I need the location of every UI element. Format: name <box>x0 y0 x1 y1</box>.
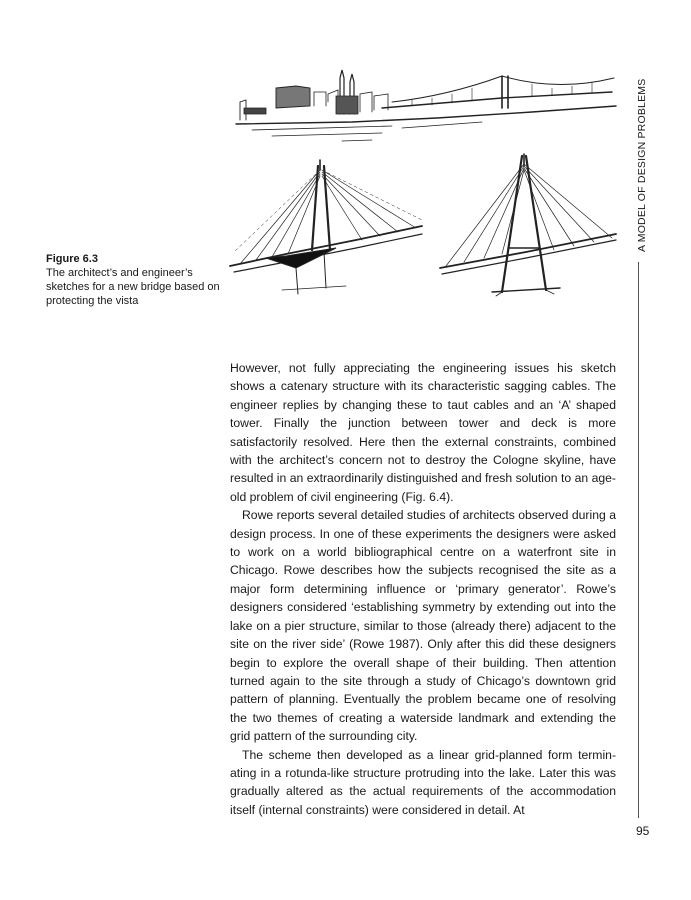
skyline-suspension-sketch <box>232 62 622 148</box>
a-frame-tower-sketch-right <box>436 152 620 300</box>
paragraph-1: However, not fully appreciating the engineering issues his sketch shows a catenary structure with its characteristic sagging cables. The engineer replies by changing these to taut cables and an ‘A’ shaped tower. Finally the junction between tower and deck is more satisfactorily resolved. Here then the external constraints, combined with the architect’s concern not to destroy the Cologne skyline, have resulted in an extraordinarily distinguished and fresh solution to an age-old problem of civil engineering (Fig. 6.4). <box>230 361 616 504</box>
running-head: A MODEL OF DESIGN PROBLEMS <box>636 78 648 252</box>
cable-stayed-sketch-left <box>226 156 426 304</box>
body-text <box>230 359 616 819</box>
paragraph-3: The scheme then developed as a linear grid-planned form terminating in a rotunda-like structure protruding into the lake. Later this was gradually altered as the actual requirements of the accommodation itself (internal constraints) were considered in detail. At <box>230 747 616 817</box>
figure-label: Figure 6.3 <box>46 253 98 265</box>
figure-caption <box>46 252 228 308</box>
figure-caption-text: The architect’s and engineer’s sketches for a new bridge based on protecting the vista <box>46 267 220 307</box>
running-head-rule <box>638 262 639 818</box>
paragraph-2: Rowe reports several detailed studies of architects observed during a design process. In one of these experiments the designers were asked to work on a world bibliographical centre on a waterfront site in Chicago. Rowe describes how the subjects recognised the site as a major form determining influence or ‘primary generator’. Rowe’s designers considered ‘establishing symmetry by extending out into the lake on a pier structure, similar to those (already there) adjacent to the site on the river side’ (Rowe 1987). Only after this did these designers begin to explore the overall shape of their building. Then attention turned again to the site through a study of Chicago’s downtown grid pattern of planning. Eventually the problem became one of resolving the two themes of creating a waterside landmark and extending the grid pattern of the surrounding city. <box>230 508 616 744</box>
page-number: 95 <box>636 824 650 838</box>
